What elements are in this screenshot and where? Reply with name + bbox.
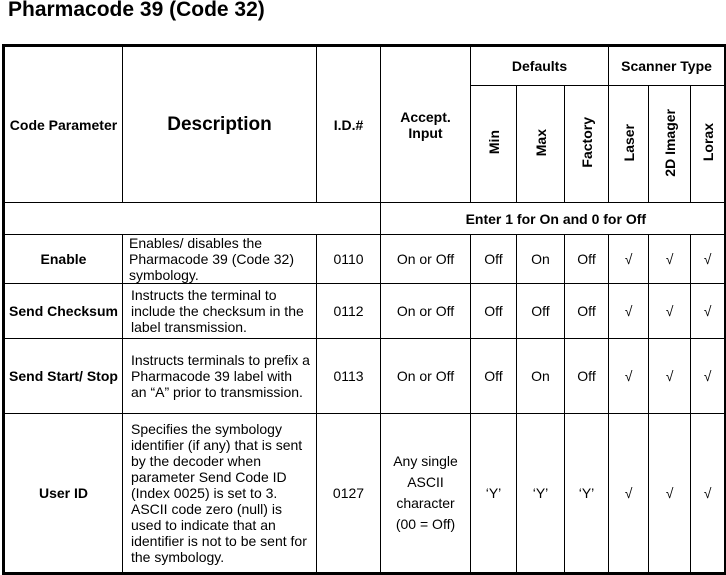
header-description: Description [123, 46, 317, 203]
header-id: I.D.# [317, 46, 381, 203]
header-lorax: Lorax [691, 86, 726, 203]
header-2d-imager: 2D Imager [649, 86, 691, 203]
check-icon: √ [649, 414, 691, 574]
header-scanner-type: Scanner Type [609, 46, 726, 86]
table-row: Send Checksum Instructs the terminal to include the checksum in the label transmission. 0112 On or Off Off Off Off √ √ √ [4, 284, 726, 339]
header-accept-input: Accept. Input [381, 46, 471, 203]
check-icon: √ [649, 339, 691, 414]
note-spacer [4, 203, 381, 235]
check-icon: √ [609, 339, 649, 414]
check-icon: √ [609, 284, 649, 339]
header-laser: Laser [609, 86, 649, 203]
check-icon: √ [609, 414, 649, 574]
table-row: User ID Specifies the symbology identifier (if any) that is sent by the decoder when parameter Send Code ID (Index 0025) is set to 3. ASCII code zero (null) is used to indicate that an identifier is not to be sent for the symbology. 0127 Any single ASCII character (00 = Off) ‘Y’ ‘Y’ ‘Y’ √ √ √ [4, 414, 726, 574]
table-row: Enable Enables/ disables the Pharmacode 39 (Code 32) symbology. 0110 On or Off Off On Off √ √ √ [4, 235, 726, 284]
parameter-table [2, 44, 726, 575]
check-icon: √ [691, 414, 726, 574]
header-factory: Factory [565, 86, 609, 203]
header-defaults: Defaults [471, 46, 609, 86]
header-code-parameter: Code Parameter [4, 46, 123, 203]
page-title: Pharmacode 39 (Code 32) [8, 0, 265, 21]
check-icon: √ [691, 284, 726, 339]
on-off-note: Enter 1 for On and 0 for Off [381, 203, 726, 235]
table-row: Send Start/ Stop Instructs terminals to prefix a Pharmacode 39 label with an “A” prior to transmission. 0113 On or Off Off On Off √ √ √ [4, 339, 726, 414]
header-min: Min [471, 86, 517, 203]
check-icon: √ [691, 235, 726, 284]
header-max: Max [517, 86, 565, 203]
check-icon: √ [691, 339, 726, 414]
check-icon: √ [609, 235, 649, 284]
check-icon: √ [649, 235, 691, 284]
check-icon: √ [649, 284, 691, 339]
